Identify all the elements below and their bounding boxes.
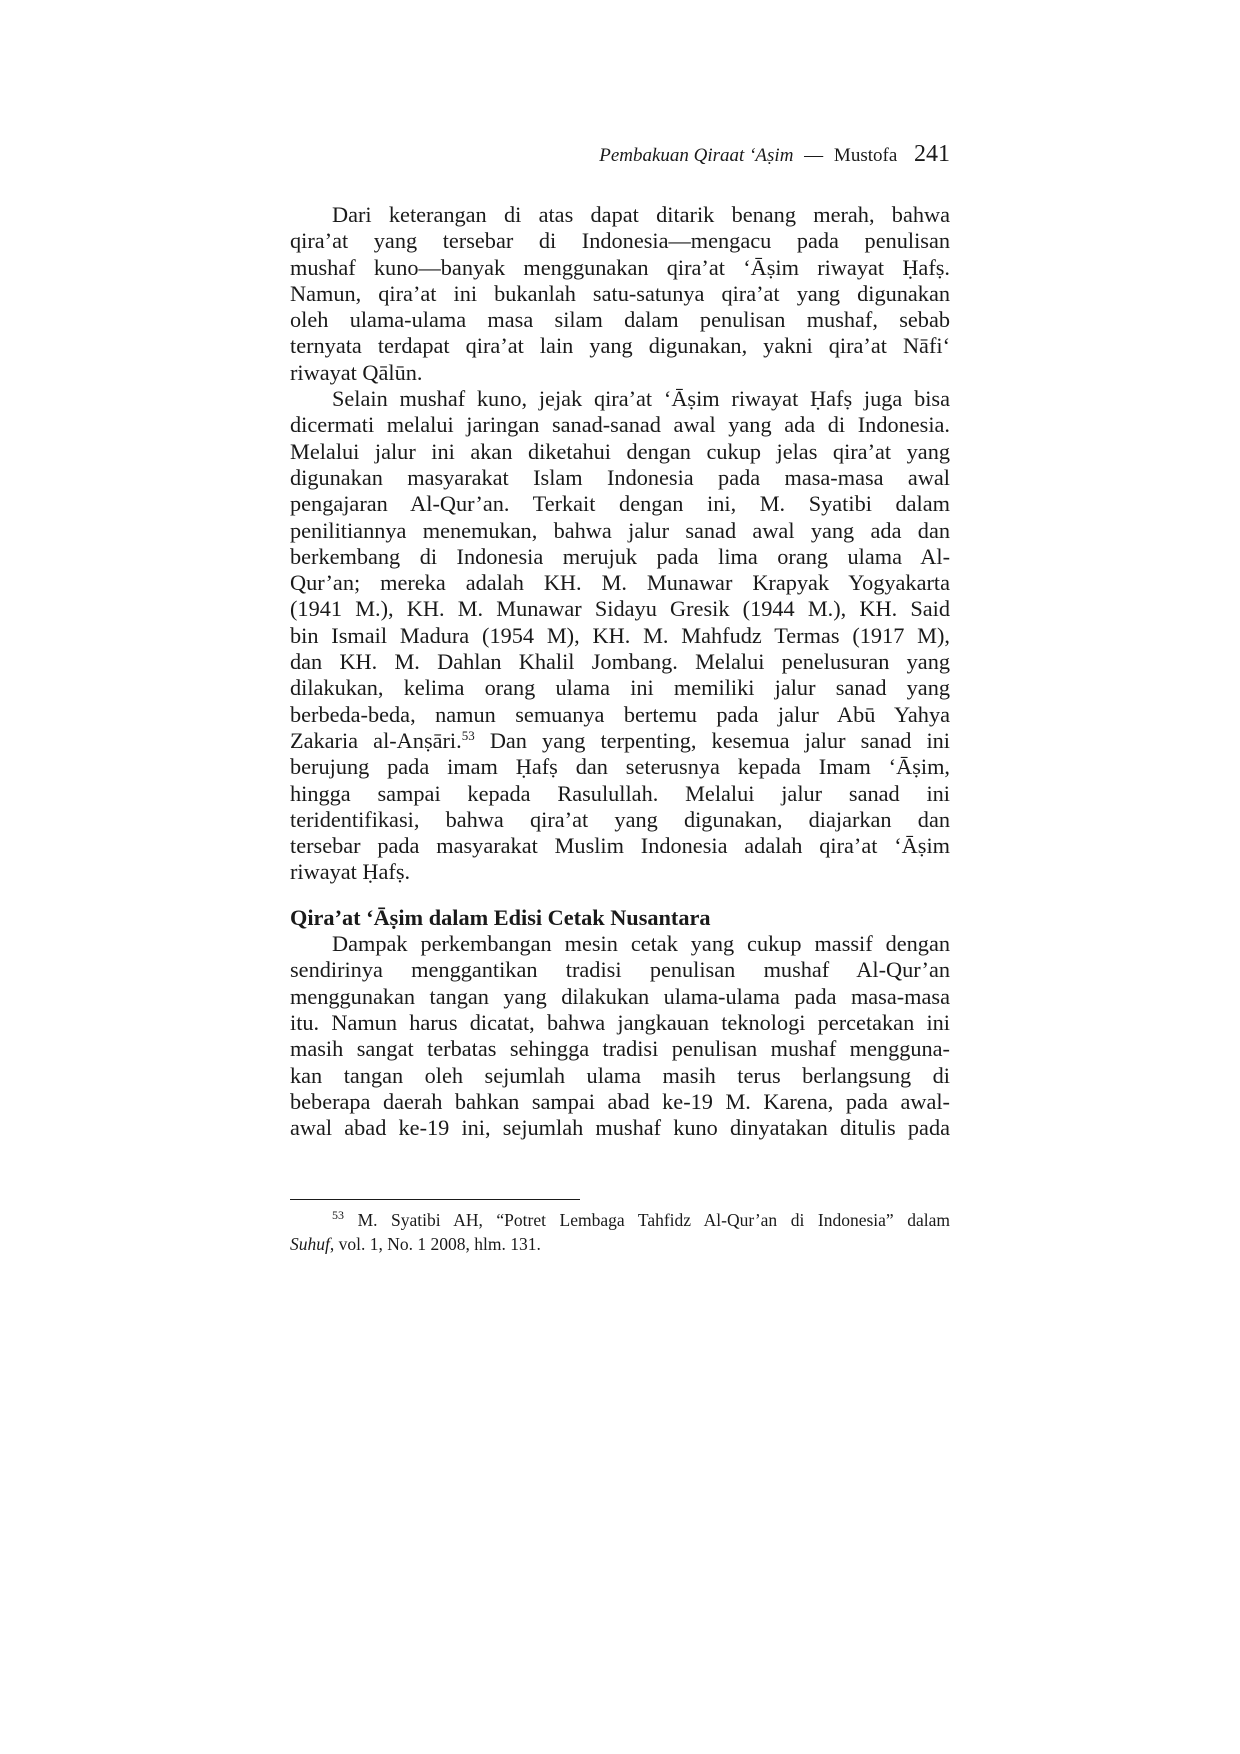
text-line: berbeda-beda, namun semuanya bertemu pada jalur Abū Yahya xyxy=(290,701,950,727)
footnote-marker: 53 xyxy=(461,727,475,743)
running-header xyxy=(290,140,950,170)
text-line: Dampak perkembangan mesin cetak yang cukup massif dengan xyxy=(332,931,950,957)
footnote-number: 53 xyxy=(332,1208,344,1222)
text-line: dilakukan, kelima orang ulama ini memiliki jalur sanad yang xyxy=(290,675,950,701)
page-number: 241 xyxy=(914,141,950,167)
text-line: beberapa daerah bahkan sampai abad ke-19 M. Karena, pada awal- xyxy=(290,1088,950,1114)
footnote xyxy=(290,1208,950,1256)
text-fragment: Dan yang terpenting, kesemua jalur sanad ini xyxy=(489,727,951,753)
text-line: Selain mushaf kuno, jejak qira’at ‘Āṣim riwayat Ḥafṣ juga bisa xyxy=(332,386,950,412)
text-fragment: Zakaria al-Anṣāri. xyxy=(290,727,462,753)
main-text xyxy=(290,202,950,1141)
text-line: hingga sampai kepada Rasulullah. Melalui jalur sanad ini xyxy=(290,780,950,806)
text-line: dicermati melalui jaringan sanad-sanad awal yang ada di Indonesia. xyxy=(290,412,950,438)
text-line: Qur’an; mereka adalah KH. M. Munawar Krapyak Yogyakarta xyxy=(290,570,950,596)
text-line: (1941 M.), KH. M. Munawar Sidayu Gresik (1944 M.), KH. Said xyxy=(290,596,950,622)
text-line: oleh ulama-ulama masa silam dalam penulisan mushaf, sebab xyxy=(290,307,950,333)
text-line: awal abad ke-19 ini, sejumlah mushaf kuno dinyatakan ditulis pada xyxy=(290,1115,950,1141)
text-line: tersebar pada masyarakat Muslim Indonesia adalah qira’at ‘Āṣim xyxy=(290,833,950,859)
text-line: mushaf kuno—banyak menggunakan qira’at ‘Āṣim riwayat Ḥafṣ. xyxy=(290,254,950,280)
footnote-divider xyxy=(290,1199,580,1200)
footnote-line xyxy=(290,1208,950,1232)
text-line: berkembang di Indonesia merujuk pada lima orang ulama Al- xyxy=(290,543,950,569)
running-author: Mustofa xyxy=(833,145,898,166)
text-line: berujung pada imam Ḥafṣ dan seterusnya kepada Imam ‘Āṣim, xyxy=(290,754,950,780)
journal-title: Suhuf xyxy=(290,1234,330,1254)
text-line: Dari keterangan di atas dapat ditarik benang merah, bahwa xyxy=(332,202,950,227)
running-title: Pembakuan Qiraat ‘Aṣim xyxy=(599,145,794,166)
footnote-text: , vol. 1, No. 1 2008, hlm. 131. xyxy=(329,1234,541,1254)
text-line: bin Ismail Madura (1954 M), KH. M. Mahfudz Termas (1917 M), xyxy=(290,622,950,648)
text-line xyxy=(290,728,950,754)
text-line: dan KH. M. Dahlan Khalil Jombang. Melalui penelusuran yang xyxy=(290,649,950,675)
text-line: riwayat Qālūn. xyxy=(290,359,423,385)
footnote-text: M. Syatibi AH, “Potret Lembaga Tahfidz Al-Qur’an di Indonesia” dalam xyxy=(357,1210,950,1230)
section-heading: Qira’at ‘Āṣim dalam Edisi Cetak Nusantara xyxy=(290,904,711,930)
section-gap xyxy=(290,886,950,905)
text-line: riwayat Ḥafṣ. xyxy=(290,859,411,885)
text-line: qira’at yang tersebar di Indonesia—mengacu pada penulisan xyxy=(290,228,950,254)
text-line: penilitiannya menemukan, bahwa jalur sanad awal yang ada dan xyxy=(290,517,950,543)
text-line: Namun, qira’at ini bukanlah satu-satunya qira’at yang digunakan xyxy=(290,280,950,306)
text-line: teridentifikasi, bahwa qira’at yang digunakan, diajarkan dan xyxy=(290,806,950,832)
text-line: masih sangat terbatas sehingga tradisi penulisan mushaf mengguna- xyxy=(290,1036,950,1062)
footnote-line xyxy=(290,1232,950,1256)
text-line: sendirinya menggantikan tradisi penulisan mushaf Al-Qur’an xyxy=(290,957,950,983)
text-line: digunakan masyarakat Islam Indonesia pada masa-masa awal xyxy=(290,464,950,490)
text-line: itu. Namun harus dicatat, bahwa jangkauan teknologi percetakan ini xyxy=(290,1009,950,1035)
text-line: pengajaran Al-Qur’an. Terkait dengan ini, M. Syatibi dalam xyxy=(290,491,950,517)
text-line: Melalui jalur ini akan diketahui dengan cukup jelas qira’at yang xyxy=(290,438,950,464)
text-line: kan tangan oleh sejumlah ulama masih terus berlangsung di xyxy=(290,1062,950,1088)
text-line: ternyata terdapat qira’at lain yang digunakan, yakni qira’at Nāfi‘ xyxy=(290,333,950,359)
text-line: menggunakan tangan yang dilakukan ulama-ulama pada masa-masa xyxy=(290,983,950,1009)
header-separator: — xyxy=(804,145,824,166)
